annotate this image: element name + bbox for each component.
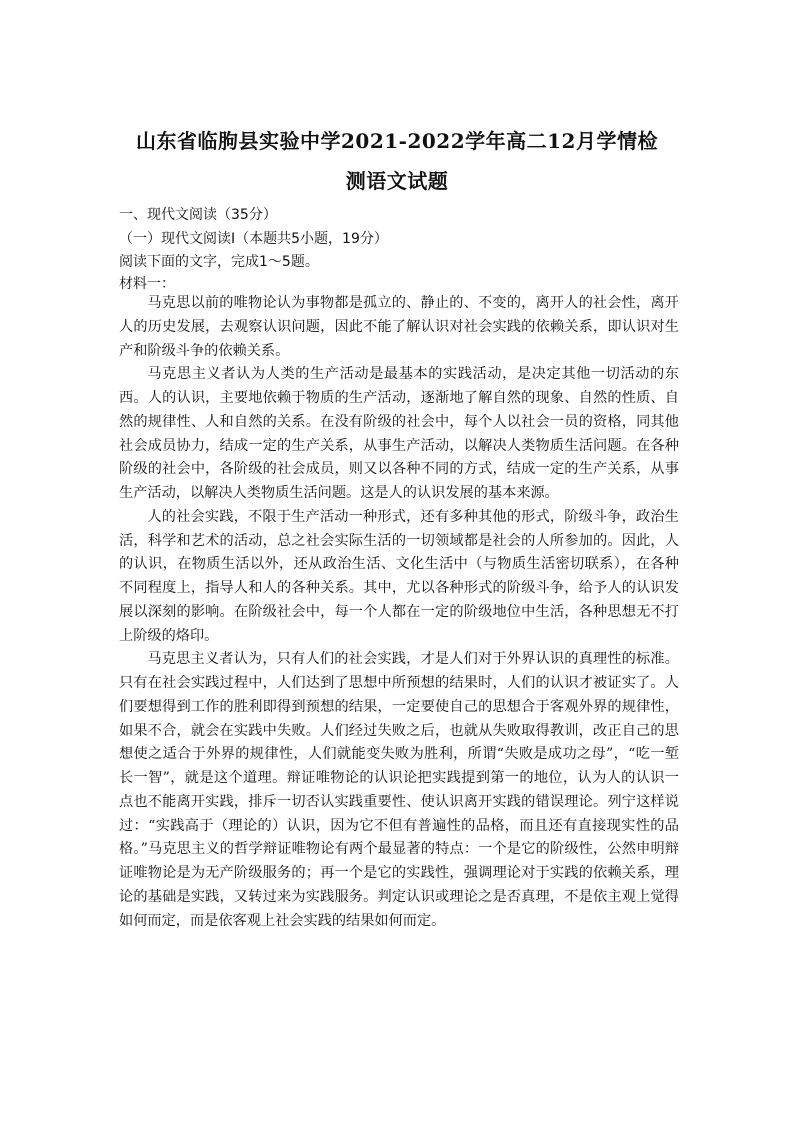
subsection-heading: （一）现代文阅读Ⅰ（本题共5小题，19分） [119, 231, 388, 247]
exam-title-line-1: 山东省临朐县实验中学2021-2022学年高二12月学情检 [136, 129, 658, 153]
material-label: 材料一： [119, 276, 175, 292]
paragraph-3: 人的社会实践，不限于生产活动一种形式，还有多种其他的形式，阶级斗争，政治生活，科学和艺术的活动，总之社会实际生活的一切领域都是社会的人所参加的。因此，人的认识，在物质生活以外，还从政治生活、文化生活中（与物质生活密切联系），在各种不同程度上，指导人和人的各种关系。其中，尤以各种形式的阶级斗争，给予人的认识发展以深刻的影响。在阶级社会中，每一个人都在一定的阶级地位中生活，各种思想无不打上阶级的烙印。 [119, 508, 679, 644]
paragraph-2: 马克思主义者认为人类的生产活动是最基本的实践活动，是决定其他一切活动的东西。人的认识，主要地依赖于物质的生产活动，逐渐地了解自然的现象、自然的性质、自然的规律性、人和自然的关系。在没有阶级的社会中，每个人以社会一员的资格，同其他社会成员协力，结成一定的生产关系，从事生产活动，以解决人类物质生活问题。在各种阶级的社会中，各阶级的社会成员，则又以各种不同的方式，结成一定的生产关系，从事生产活动，以解决人类物质生活问题。这是人的认识发展的基本来源。 [119, 366, 679, 501]
material-body [119, 292, 679, 933]
reading-instruction: 阅读下面的文字，完成1～5题。 [119, 254, 319, 270]
exam-title-line-2: 测语文试题 [345, 169, 449, 193]
paragraph-4: 马克思主义者认为，只有人们的社会实践，才是人们对于外界认识的真理性的标准。只有在社会实践过程中，人们达到了思想中所预想的结果时，人们的认识才被证实了。人们要想得到工作的胜利即得到预想的结果，一定要使自己的思想合于客观外界的规律性，如果不合，就会在实践中失败。人们经过失败之后，也就从失败取得教训，改正自己的思想使之适合于外界的规律性，人们就能变失败为胜利，所谓“失败是成功之母”，“吃一堑长一智”，就是这个道理。辩证唯物论的认识论把实践提到第一的地位，认为人的认识一点也不能离开实践，排斥一切否认实践重要性、使认识离开实践的错误理论。列宁这样说过：“实践高于（理论的）认识，因为它不但有普遍性的品格，而且还有直接现实性的品格。”马克思主义的哲学辩证唯物论有两个最显著的特点：一个是它的阶级性，公然申明辩证唯物论是为无产阶级服务的；再一个是它的实践性，强调理论对于实践的依赖关系，理论的基础是实践，又转过来为实践服务。判定认识或理论之是否真理，不是依主观上觉得如何而定，而是依客观上社会实践的结果如何而定。 [119, 651, 679, 929]
section-heading: 一、现代文阅读（35分） [119, 207, 277, 223]
paragraph-1: 马克思以前的唯物论认为事物都是孤立的、静止的、不变的，离开人的社会性，离开人的历史发展，去观察认识问题，因此不能了解认识对社会实践的依赖关系，即认识对生产和阶级斗争的依赖关系。 [119, 295, 679, 359]
